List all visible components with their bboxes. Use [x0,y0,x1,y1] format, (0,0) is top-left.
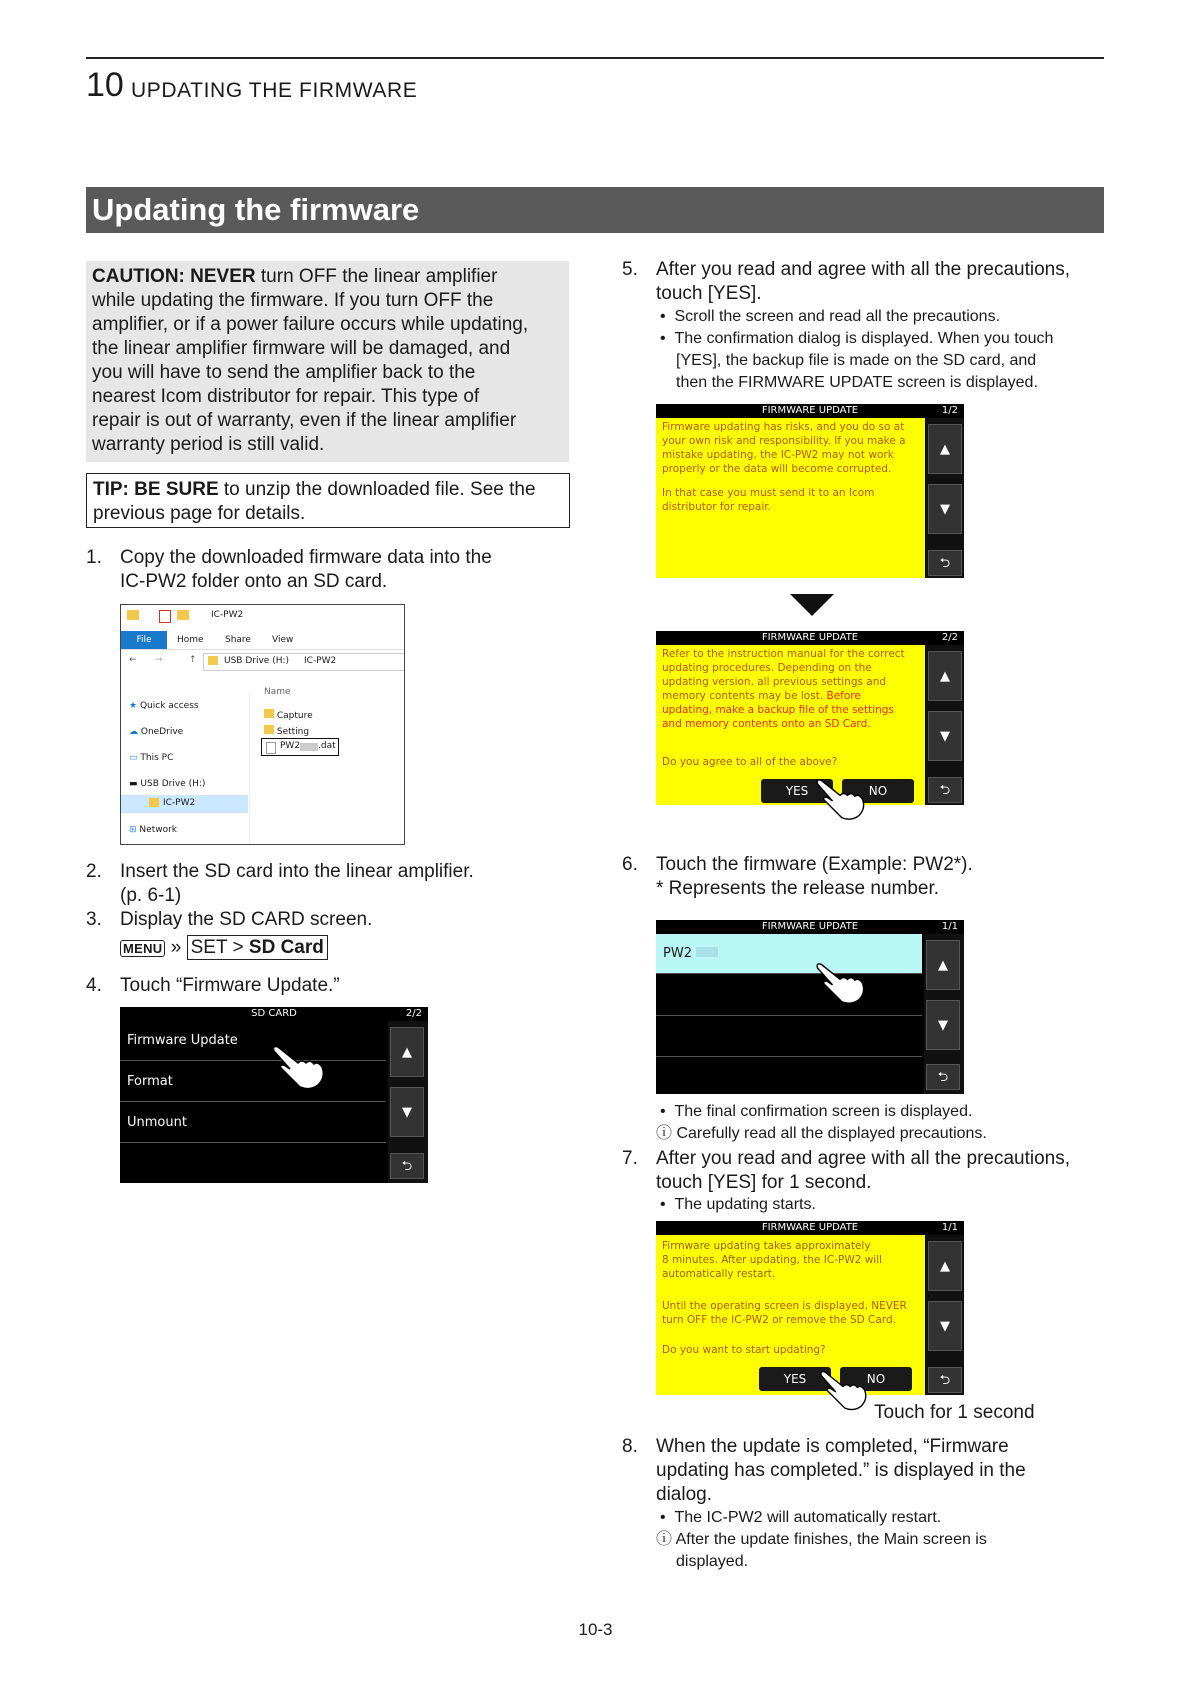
step-line: Copy the downloaded firmware data into the [120,547,492,568]
folder-icon [208,656,218,665]
screen-title: FIRMWARE UPDATE [656,1221,964,1235]
back-button[interactable]: ⮌ [390,1153,424,1179]
column-header-name[interactable]: Name [264,687,291,697]
caution-line: you will have to send the amplifier back to the [92,362,476,383]
message-area [656,1235,925,1395]
menu-set: SET > [190,937,249,958]
touch-caption: Touch for 1 second [874,1402,1035,1423]
page-indicator: 2/2 [405,1008,422,1019]
warning-text: updating, make a backup file of the settings [662,704,894,716]
message-line: automatically restart. [662,1268,776,1280]
empty-list-row [656,975,922,1016]
ribbon [121,631,404,650]
file-name-prefix: PW2 [280,741,301,751]
folder-icon [149,798,159,807]
message-line: updating version, all previous settings and [662,676,887,688]
step-6-number: 6. [622,854,638,875]
firmware-update-screen-2 [656,631,964,805]
page-indicator: 1/1 [941,1222,958,1233]
nav-item-this-pc[interactable]: This PC [140,753,174,763]
step-line: touch [YES] for 1 second. [656,1172,872,1193]
step-line: After you read and agree with all the precautions, [656,1148,1071,1169]
nav-item-ic-pw2[interactable]: IC-PW2 [163,798,196,808]
scroll-down-button[interactable]: ▼ [928,1301,962,1351]
note-text: After the update finishes, the Main screen is [675,1531,987,1548]
up-arrow-icon[interactable]: ↑ [189,655,197,665]
bullet-text: [YES], the backup file is made on the SD card, and [676,352,1037,369]
touch-hand-icon [268,1043,328,1093]
bullet-text: The updating starts. [674,1196,816,1213]
tip-label: TIP: BE SURE [93,479,219,500]
caution-label: CAUTION: NEVER [92,266,256,287]
side-button-column [924,934,964,1094]
firmware-name: PW2 [663,946,692,961]
tip-line: previous page for details. [93,503,306,524]
side-button-column [388,1021,428,1183]
page-indicator: 1/2 [941,405,958,416]
back-button[interactable]: ⮌ [926,1064,960,1090]
star-icon: ★ [129,701,138,711]
folder-icon [264,709,274,718]
message-line: properly or the data will become corrupted. [662,463,892,475]
firmware-update-screen-3 [656,920,964,1094]
step-line: After you read and agree with all the precautions, [656,259,1071,280]
confirm-question: Do you agree to all of the above? [662,756,838,768]
firmware-update-screen-4 [656,1221,964,1395]
side-button-column [926,645,964,805]
file-item-capture[interactable]: Capture [276,711,313,721]
step-4-text: Touch “Firmware Update.” [120,975,340,996]
message-line: Refer to the instruction manual for the correct [662,648,905,660]
caution-line: while updating the firmware. If you turn OFF the [92,290,494,311]
caution-line: repair is out of warranty, even if the linear amplifier [92,410,517,431]
ribbon-tab-share[interactable]: Share [225,635,251,645]
firmware-list-item[interactable] [656,934,922,974]
file-icon [266,742,276,754]
step-6-notes: • The final confirmation screen is displayed. ⓘ Carefully read all the displayed precautions. [656,1103,987,1142]
step-line: (p. 6-1) [120,885,182,906]
step-3-number: 3. [86,909,102,930]
screen-title: FIRMWARE UPDATE [656,404,964,418]
warning-text: turn OFF the IC-PW2 or remove the SD Card. [662,1314,896,1326]
folder-icon [127,610,139,620]
address-bar[interactable] [203,653,405,671]
yes-button[interactable]: YES [759,1367,831,1391]
step-8-text [656,1435,1026,1507]
touch-hand-icon [812,960,868,1008]
message-line: 8 minutes. After updating, the IC-PW2 will [662,1254,883,1266]
caution-line: amplifier, or if a power failure occurs while updating, [92,314,529,335]
step-2-number: 2. [86,861,102,882]
yes-button[interactable]: YES [761,779,833,803]
back-button[interactable]: ⮌ [928,1367,962,1393]
message-line: updating procedures. Depending on the [662,662,872,674]
navigation-pane [121,693,250,843]
scroll-up-button[interactable]: ▲ [390,1027,424,1077]
scroll-up-button[interactable]: ▲ [928,1241,962,1291]
menu-sd-card: SD Card [248,937,324,958]
nav-item-usb-drive[interactable]: USB Drive (H:) [140,779,206,789]
folder-icon [264,725,274,734]
step-line: When the update is completed, “Firmware [656,1436,1009,1457]
warning-text: and memory contents onto an SD Card. [662,718,871,730]
tip-line: to unzip the downloaded file. See the [218,479,536,500]
step-3-text: Display the SD CARD screen. [120,909,373,930]
redacted-version [696,947,718,957]
screen-title: FIRMWARE UPDATE [656,920,964,934]
menu-key: MENU [120,940,165,957]
step-5-number: 5. [622,259,638,280]
step-line: Touch the firmware (Example: PW2*). [656,854,973,875]
firmware-update-screen-1 [656,404,964,578]
menu-path-box [187,935,328,960]
screen-title: FIRMWARE UPDATE [656,631,964,645]
menu-item-format[interactable]: Format [120,1062,386,1102]
breadcrumb-folder[interactable]: IC-PW2 [304,656,337,666]
caution-line: turn OFF the linear amplifier [255,266,498,287]
back-button[interactable]: ⮌ [928,550,962,576]
firmware-file-item[interactable] [261,738,339,756]
caution-line: the linear amplifier firmware will be damaged, and [92,338,511,359]
step-7-text [656,1147,1070,1195]
bullet-text: The IC-PW2 will automatically restart. [674,1509,942,1526]
scroll-up-button[interactable]: ▲ [928,424,962,474]
tip-box [86,473,570,528]
side-button-column [926,418,964,578]
step-4-number: 4. [86,975,102,996]
menu-item-firmware-update[interactable]: Firmware Update [120,1021,386,1061]
header-rule [86,57,1104,59]
drive-icon: ▬ [129,779,138,789]
computer-icon: ▭ [129,753,138,763]
step-8-notes: • The IC-PW2 will automatically restart. ⓘ After the update finishes, the Main screen is displayed. [660,1507,987,1573]
page-indicator: 1/1 [941,921,958,932]
sd-card-screen [120,1007,428,1183]
step-7-number: 7. [622,1148,638,1169]
window-title: IC-PW2 [211,610,244,620]
ribbon-tab-view[interactable]: View [272,635,294,645]
note-text: displayed. [676,1553,749,1570]
ribbon-tab-file[interactable]: File [121,631,167,649]
section-title: Updating the firmware [86,187,1104,233]
screen-title: SD CARD [120,1007,428,1021]
bullet-text: then the FIRMWARE UPDATE screen is displayed. [676,374,1038,391]
properties-icon [159,610,171,623]
message-line: In that case you must send it to an Icom [662,487,875,499]
empty-list-row [656,1016,922,1057]
caution-line: nearest Icom distributor for repair. This type of [92,386,480,407]
chapter-title: UPDATING THE FIRMWARE [131,79,418,102]
caution-box [86,261,569,462]
warning-text: Before [823,690,861,702]
menu-path [120,936,328,961]
page-indicator: 2/2 [941,632,958,643]
step-5-text [656,258,1070,306]
chapter-number: 10 [86,66,124,104]
page-number: 10-3 [578,1620,613,1639]
message-line: distributor for repair. [662,501,771,513]
touch-hand-icon [812,776,868,824]
caution-line: warranty period is still valid. [92,434,325,455]
file-item-setting[interactable]: Setting [276,727,310,737]
ribbon-tab-home[interactable]: Home [177,635,204,645]
step-line: touch [YES]. [656,283,762,304]
scroll-down-button[interactable]: ▼ [928,484,962,534]
scroll-up-button[interactable]: ▲ [928,651,962,701]
file-explorer-window [120,604,405,845]
bullet-text: The final confirmation screen is displayed. [674,1103,973,1120]
file-extension: .dat [318,741,336,751]
message-area [656,418,925,578]
no-button[interactable]: NO [842,779,914,803]
down-triangle-icon [790,594,834,616]
breadcrumb-drive[interactable]: USB Drive (H:) [224,656,290,666]
info-icon: ⓘ [656,1531,673,1548]
step-5-bullets: • Scroll the screen and read all the precautions. • The confirmation dialog is displayed. When you touch [YES], the backup file is made on the SD card, and then the FIRMWARE UPDATE screen is displayed. [660,306,1053,394]
network-icon: ⊞ [129,825,137,835]
step-1-text [120,546,492,594]
redacted-version [300,743,318,751]
message-line: memory contents may be lost. [662,690,824,702]
step-8-number: 8. [622,1436,638,1457]
menu-item-unmount[interactable]: Unmount [120,1103,386,1143]
nav-item-onedrive[interactable]: OneDrive [140,727,184,737]
scroll-down-button[interactable]: ▼ [928,711,962,761]
step-line: updating has completed.” is displayed in the [656,1460,1026,1481]
side-button-column [926,1235,964,1395]
warning-text: Until the operating screen is displayed, NEVER [662,1300,907,1312]
step-line: Insert the SD card into the linear amplifier. [120,861,474,882]
nav-item-network[interactable]: Network [139,825,177,835]
confirm-question: Do you want to start updating? [662,1344,826,1356]
no-button[interactable]: NO [840,1367,912,1391]
scroll-down-button[interactable]: ▼ [926,1000,960,1050]
message-area [656,645,925,805]
message-line: Firmware updating has risks, and you do so at [662,421,905,433]
bullet-text: The confirmation dialog is displayed. When you touch [674,330,1054,347]
back-arrow-icon[interactable]: ← [129,655,137,665]
step-line: dialog. [656,1484,712,1505]
touch-hand-icon [816,1368,870,1414]
message-line: Firmware updating takes approximately [662,1240,871,1252]
nav-item-quick-access[interactable]: Quick access [139,701,199,711]
cloud-icon: ☁ [129,727,138,737]
step-6-text [656,853,973,901]
forward-arrow-icon[interactable]: → [155,655,163,665]
note-text: Carefully read all the displayed precautions. [676,1125,987,1142]
path-separator: » [170,937,182,958]
bullet-text: Scroll the screen and read all the precautions. [674,308,1001,325]
step-2-text [120,860,474,908]
info-icon: ⓘ [656,1125,673,1142]
scroll-down-button[interactable]: ▼ [390,1087,424,1137]
back-button[interactable]: ⮌ [928,777,962,803]
new-folder-icon [177,610,189,620]
step-line: IC-PW2 folder onto an SD card. [120,571,388,592]
scroll-up-button[interactable]: ▲ [926,940,960,990]
step-1-number: 1. [86,547,102,568]
message-line: mistake updating, the IC-PW2 may not work [662,449,894,461]
step-line: * Represents the release number. [656,878,940,899]
message-line: your own risk and responsibility. If you make a [662,435,906,447]
nav-item-selected[interactable] [121,795,248,813]
